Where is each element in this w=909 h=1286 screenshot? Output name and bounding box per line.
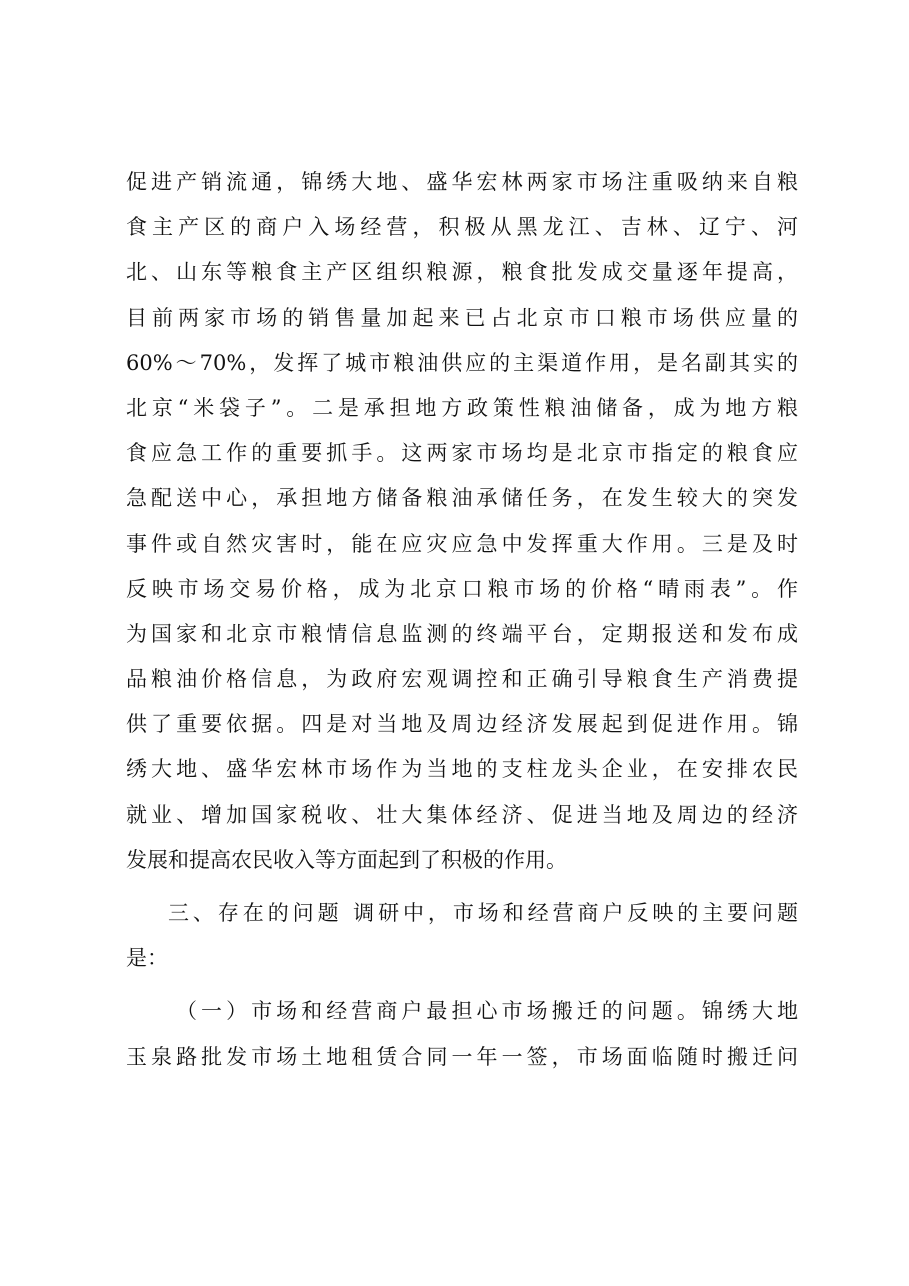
item-line: （一）市场和经营商户最担心市场搬迁的问题。锦绣大地 xyxy=(176,999,798,1024)
paragraph-line: 事件或自然灾害时，能在应灾应急中发挥重大作用。三是及时 xyxy=(126,531,798,556)
paragraph-line: 发展和提高农民收入等方面起到了积极的作用。 xyxy=(126,847,567,872)
paragraph-line: 北京“米袋子”。二是承担地方政策性粮油储备，成为地方粮 xyxy=(126,395,798,420)
item-line: 玉泉路批发市场土地租赁合同一年一签，市场面临随时搬迁问 xyxy=(126,1044,798,1069)
paragraph-line: 目前两家市场的销售量加起来已占北京市口粮市场供应量的 xyxy=(126,305,798,330)
paragraph-line: 促进产销流通，锦绣大地、盛华宏林两家市场注重吸纳来自粮 xyxy=(126,170,798,194)
paragraph-line: 食主产区的商户入场经营，积极从黑龙江、吉林、辽宁、河 xyxy=(126,215,798,240)
paragraph-line: 食应急工作的重要抓手。这两家市场均是北京市指定的粮食应 xyxy=(126,441,798,466)
paragraph-line: 为国家和北京市粮情信息监测的终端平台，定期报送和发布成 xyxy=(126,621,798,646)
paragraph-line: 60%～70%，发挥了城市粮油供应的主渠道作用，是名副其实的 xyxy=(126,350,798,375)
paragraph-line: 绣大地、盛华宏林市场作为当地的支柱龙头企业，在安排农民 xyxy=(126,757,798,782)
section-heading-line: 是： xyxy=(126,946,168,971)
paragraph-gap xyxy=(126,981,798,989)
paragraph-line: 反映市场交易价格，成为北京口粮市场的价格“晴雨表”。作 xyxy=(126,576,798,601)
paragraph-line: 供了重要依据。四是对当地及周边经济发展起到促进作用。锦 xyxy=(126,712,798,737)
paragraph-gap xyxy=(126,883,798,891)
section-heading-line: 三、存在的问题 调研中，市场和经营商户反映的主要问题 xyxy=(168,901,798,925)
body-text xyxy=(126,160,798,1080)
paragraph-line: 北、山东等粮食主产区组织粮源，粮食批发成交量逐年提高， xyxy=(126,260,798,285)
paragraph-line: 急配送中心，承担地方储备粮油承储任务，在发生较大的突发 xyxy=(126,486,798,511)
paragraph-line: 就业、增加国家税收、壮大集体经济、促进当地及周边的经济 xyxy=(126,802,798,827)
paragraph-line: 品粮油价格信息，为政府宏观调控和正确引导粮食生产消费提 xyxy=(126,667,798,692)
